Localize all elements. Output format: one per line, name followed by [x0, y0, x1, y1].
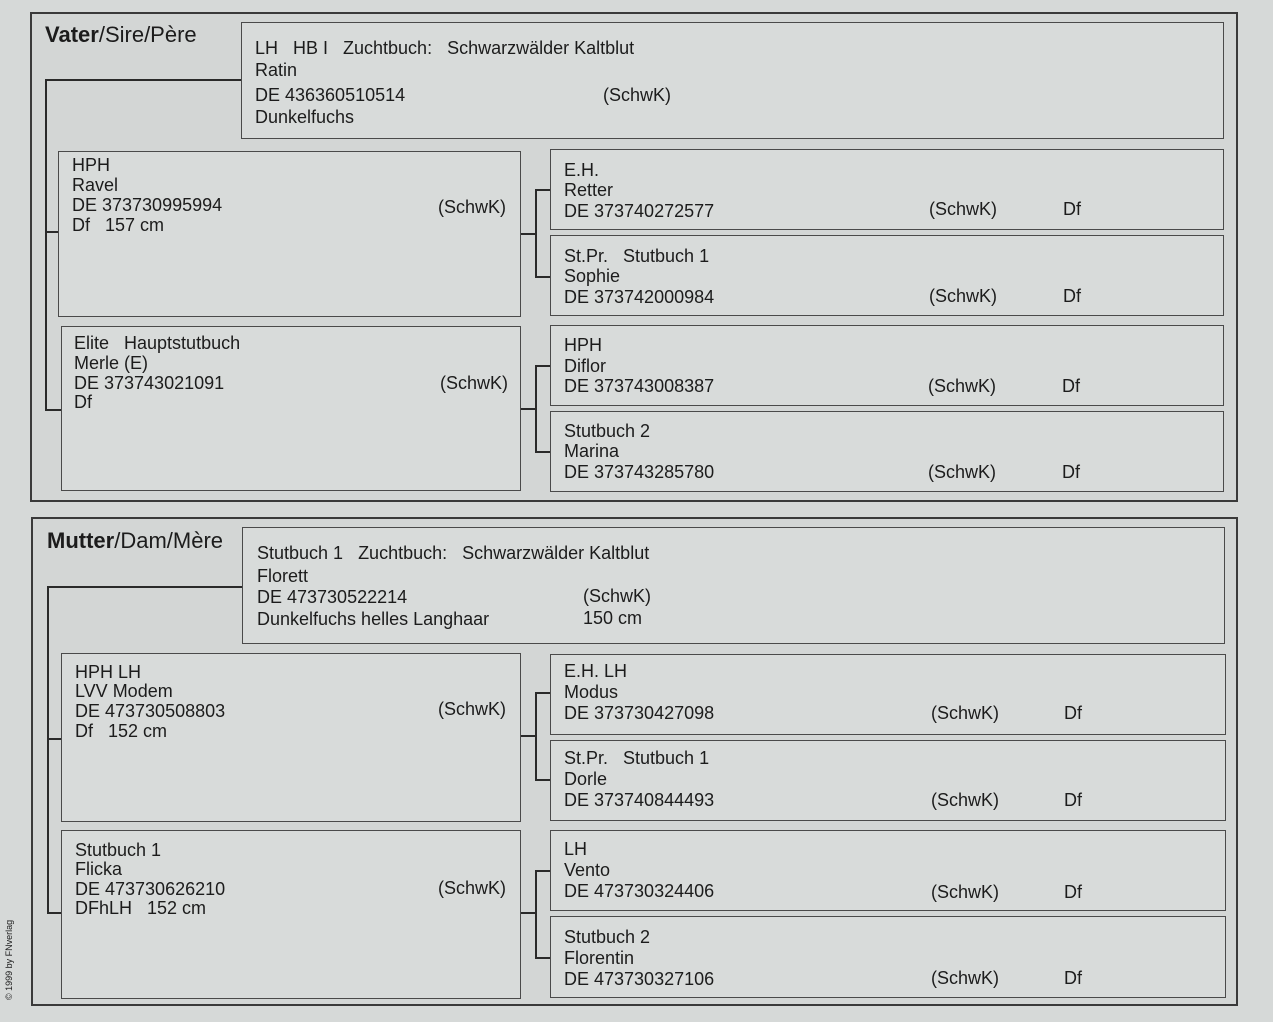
connector	[521, 735, 536, 737]
connector	[45, 79, 47, 411]
sire-sd-id: DE 373742000984	[564, 287, 715, 307]
connector	[535, 870, 550, 872]
dam-dd-title: Stutbuch 2	[564, 927, 651, 947]
connector	[47, 586, 242, 588]
sire-main-id: DE 436360510514	[255, 85, 406, 105]
sire-sire-name: Ravel	[72, 175, 119, 195]
sire-dd-title: Stutbuch 2	[564, 421, 651, 441]
sire-sire-title: HPH	[72, 155, 111, 175]
connector	[535, 957, 550, 959]
dam-main-line1: Stutbuch 1 Zuchtbuch: Schwarzwälder Kaltblut	[257, 543, 650, 563]
sire-dd-breed: (SchwK)	[928, 462, 997, 482]
dam-ds-breed: (SchwK)	[931, 882, 1000, 902]
sire-sire-breed: (SchwK)	[438, 197, 507, 217]
connector	[45, 231, 58, 233]
sire-ss-color: Df	[1063, 199, 1081, 219]
sire-dd-id: DE 373743285780	[564, 462, 715, 482]
dam-ds-title: LH	[564, 839, 588, 859]
dam-sire-breed: (SchwK)	[438, 699, 507, 719]
sire-dd-color: Df	[1062, 462, 1080, 482]
dam-ss-id: DE 373730427098	[564, 703, 715, 723]
dam-main-height: 150 cm	[583, 608, 643, 628]
connector	[521, 408, 536, 410]
sire-ds-title: HPH	[564, 335, 603, 355]
dam-dam-detail: DFhLH 152 cm	[75, 898, 207, 918]
dam-sire-id: DE 473730508803	[75, 701, 226, 721]
sire-main-line1: LH HB I Zuchtbuch: Schwarzwälder Kaltblut	[255, 38, 635, 58]
dam-section-title: Mutter/Dam/Mère	[47, 528, 224, 553]
dam-sd-id: DE 373740844493	[564, 790, 715, 810]
connector	[535, 365, 537, 453]
dam-ss-color: Df	[1064, 703, 1082, 723]
sire-ds-color: Df	[1062, 376, 1080, 396]
sire-main-name: Ratin	[255, 60, 298, 80]
connector	[535, 365, 550, 367]
dam-dd-id: DE 473730327106	[564, 969, 715, 989]
connector	[535, 779, 550, 781]
dam-dam-title: Stutbuch 1	[75, 840, 162, 860]
sire-sire-id: DE 373730995994	[72, 195, 223, 215]
connector	[535, 189, 550, 191]
connector	[521, 233, 536, 235]
dam-ss-breed: (SchwK)	[931, 703, 1000, 723]
sire-ds-name: Diflor	[564, 356, 607, 376]
sire-dam-breed: (SchwK)	[440, 373, 509, 393]
dam-main-name: Florett	[257, 566, 309, 586]
dam-dam-name: Flicka	[75, 859, 123, 879]
dam-main-breed: (SchwK)	[583, 586, 652, 606]
connector	[45, 409, 61, 411]
connector	[535, 189, 537, 278]
connector	[47, 912, 61, 914]
sire-ds-id: DE 373743008387	[564, 376, 715, 396]
connector	[535, 870, 537, 959]
copyright-notice: © 1999 by FNverlag	[4, 919, 14, 1000]
connector	[47, 738, 61, 740]
dam-sd-title: St.Pr. Stutbuch 1	[564, 748, 710, 768]
dam-ds-id: DE 473730324406	[564, 881, 715, 901]
dam-sd-breed: (SchwK)	[931, 790, 1000, 810]
sire-dam-detail: Df	[74, 392, 92, 412]
connector	[535, 692, 550, 694]
sire-sd-breed: (SchwK)	[929, 286, 998, 306]
dam-ss-title: E.H. LH	[564, 661, 628, 681]
dam-dam-id: DE 473730626210	[75, 879, 226, 899]
sire-main-breed: (SchwK)	[603, 85, 672, 105]
connector	[535, 451, 550, 453]
sire-sd-name: Sophie	[564, 266, 621, 286]
dam-dd-color: Df	[1064, 968, 1082, 988]
dam-ss-name: Modus	[564, 682, 619, 702]
sire-dd-name: Marina	[564, 441, 620, 461]
sire-sd-title: St.Pr. Stutbuch 1	[564, 246, 710, 266]
sire-dam-name: Merle (E)	[74, 353, 149, 373]
sire-section-title: Vater/Sire/Père	[45, 22, 197, 47]
dam-dd-breed: (SchwK)	[931, 968, 1000, 988]
sire-dam-title: Elite Hauptstutbuch	[74, 333, 241, 353]
dam-main-id: DE 473730522214	[257, 587, 408, 607]
sire-dam-id: DE 373743021091	[74, 373, 225, 393]
dam-sire-detail: Df 152 cm	[75, 721, 168, 741]
dam-main-color: Dunkelfuchs helles Langhaar	[257, 609, 490, 629]
sire-ss-id: DE 373740272577	[564, 201, 715, 221]
sire-ss-breed: (SchwK)	[929, 199, 998, 219]
connector	[47, 586, 49, 914]
dam-sd-name: Dorle	[564, 769, 608, 789]
dam-dam-breed: (SchwK)	[438, 878, 507, 898]
dam-ds-name: Vento	[564, 860, 611, 880]
connector	[45, 79, 241, 81]
dam-sd-color: Df	[1064, 790, 1082, 810]
connector	[535, 692, 537, 781]
sire-main-color: Dunkelfuchs	[255, 107, 355, 127]
connector	[521, 912, 536, 914]
sire-ds-breed: (SchwK)	[928, 376, 997, 396]
dam-sire-title: HPH LH	[75, 662, 142, 682]
dam-sire-name: LVV Modem	[75, 681, 173, 701]
dam-ds-color: Df	[1064, 882, 1082, 902]
sire-sd-color: Df	[1063, 286, 1081, 306]
sire-sire-detail: Df 157 cm	[72, 215, 165, 235]
sire-ss-name: Retter	[564, 180, 614, 200]
sire-ss-title: E.H.	[564, 160, 600, 180]
dam-dd-name: Florentin	[564, 948, 635, 968]
connector	[535, 276, 550, 278]
